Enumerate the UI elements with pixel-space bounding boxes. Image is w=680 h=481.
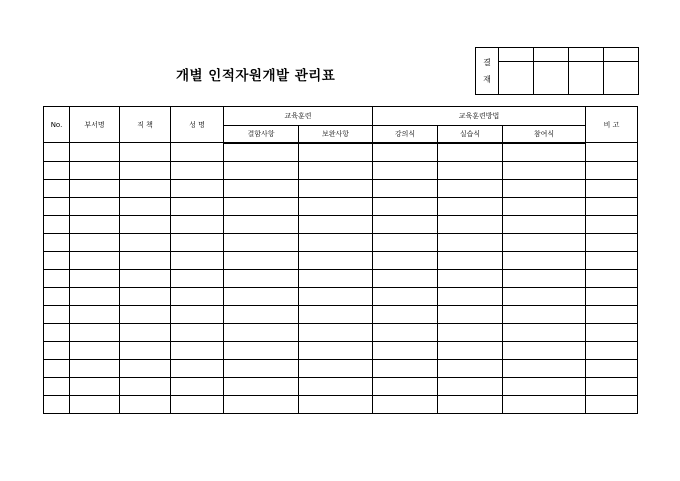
cell-name[interactable] [171,323,224,341]
table-row [44,377,638,395]
cell-deficiency[interactable] [224,197,299,215]
cell-practice[interactable] [438,269,503,287]
cell-lecture[interactable] [373,359,438,377]
cell-lecture[interactable] [373,161,438,179]
cell-no[interactable] [44,323,70,341]
table-row [44,341,638,359]
cell-participation[interactable] [503,305,586,323]
table-row [44,305,638,323]
cell-name[interactable] [171,251,224,269]
cell-no[interactable] [44,305,70,323]
document-title: 개별 인적자원개발 관리표 [176,68,336,84]
header-no: No. [44,107,70,143]
approval-title-cell [499,48,534,62]
table-row [44,179,638,197]
header-deficiency: 결함사항 [224,126,299,143]
cell-department[interactable] [70,197,120,215]
cell-supplement[interactable] [299,215,373,233]
cell-remarks[interactable] [586,341,638,359]
cell-supplement[interactable] [299,269,373,287]
cell-supplement[interactable] [299,251,373,269]
cell-department[interactable] [70,287,120,305]
cell-position[interactable] [120,161,171,179]
cell-practice[interactable] [438,377,503,395]
cell-position[interactable] [120,143,171,162]
cell-practice[interactable] [438,341,503,359]
cell-practice[interactable] [438,251,503,269]
cell-name[interactable] [171,395,224,413]
cell-supplement[interactable] [299,341,373,359]
cell-supplement[interactable] [299,377,373,395]
cell-practice[interactable] [438,197,503,215]
cell-deficiency[interactable] [224,161,299,179]
cell-name[interactable] [171,233,224,251]
cell-lecture[interactable] [373,215,438,233]
cell-name[interactable] [171,197,224,215]
cell-remarks[interactable] [586,377,638,395]
cell-no[interactable] [44,161,70,179]
cell-remarks[interactable] [586,143,638,162]
cell-department[interactable] [70,179,120,197]
cell-participation[interactable] [503,179,586,197]
cell-supplement[interactable] [299,305,373,323]
cell-deficiency[interactable] [224,233,299,251]
header-supplement: 보완사항 [299,126,373,143]
cell-department[interactable] [70,143,120,162]
cell-no[interactable] [44,359,70,377]
cell-practice[interactable] [438,215,503,233]
cell-position[interactable] [120,269,171,287]
table-row [44,251,638,269]
approval-title-cell [569,48,604,62]
cell-no[interactable] [44,179,70,197]
table-row [44,197,638,215]
cell-supplement[interactable] [299,287,373,305]
approval-sign-cell[interactable] [534,62,569,95]
header-training: 교육훈련 [224,107,373,126]
cell-participation[interactable] [503,377,586,395]
cell-position[interactable] [120,359,171,377]
cell-position[interactable] [120,323,171,341]
cell-position[interactable] [120,251,171,269]
cell-position[interactable] [120,341,171,359]
table-row [44,287,638,305]
cell-remarks[interactable] [586,179,638,197]
approval-sign-cell[interactable] [569,62,604,95]
cell-no[interactable] [44,341,70,359]
cell-department[interactable] [70,305,120,323]
table-row [44,161,638,179]
cell-participation[interactable] [503,395,586,413]
cell-practice[interactable] [438,359,503,377]
cell-no[interactable] [44,251,70,269]
cell-no[interactable] [44,377,70,395]
cell-remarks[interactable] [586,287,638,305]
cell-participation[interactable] [503,323,586,341]
approval-title-cell [534,48,569,62]
cell-department[interactable] [70,269,120,287]
cell-no[interactable] [44,197,70,215]
header-participation: 참여식 [503,126,586,143]
table-row [44,215,638,233]
cell-deficiency[interactable] [224,215,299,233]
cell-remarks[interactable] [586,197,638,215]
cell-participation[interactable] [503,143,586,162]
cell-practice[interactable] [438,233,503,251]
cell-no[interactable] [44,143,70,162]
cell-participation[interactable] [503,341,586,359]
cell-lecture[interactable] [373,179,438,197]
cell-name[interactable] [171,215,224,233]
cell-name[interactable] [171,143,224,162]
cell-supplement[interactable] [299,233,373,251]
table-body [44,143,638,414]
cell-remarks[interactable] [586,161,638,179]
cell-department[interactable] [70,233,120,251]
table-row [44,269,638,287]
cell-position[interactable] [120,197,171,215]
table-row [44,395,638,413]
cell-remarks[interactable] [586,215,638,233]
cell-lecture[interactable] [373,377,438,395]
cell-department[interactable] [70,215,120,233]
cell-deficiency[interactable] [224,359,299,377]
cell-remarks[interactable] [586,359,638,377]
cell-supplement[interactable] [299,161,373,179]
header-training-method: 교육훈련방법 [373,107,586,126]
cell-deficiency[interactable] [224,179,299,197]
cell-supplement[interactable] [299,143,373,162]
cell-deficiency[interactable] [224,143,299,162]
approval-sign-cell[interactable] [604,62,639,95]
cell-no[interactable] [44,395,70,413]
cell-department[interactable] [70,395,120,413]
cell-lecture[interactable] [373,287,438,305]
cell-no[interactable] [44,269,70,287]
cell-no[interactable] [44,215,70,233]
cell-lecture[interactable] [373,233,438,251]
cell-deficiency[interactable] [224,305,299,323]
cell-practice[interactable] [438,143,503,162]
cell-name[interactable] [171,359,224,377]
cell-supplement[interactable] [299,359,373,377]
cell-name[interactable] [171,287,224,305]
header-name: 성 명 [171,107,224,143]
cell-name[interactable] [171,179,224,197]
approval-box [475,47,639,95]
table-row [44,233,638,251]
cell-practice[interactable] [438,179,503,197]
header-lecture: 강의식 [373,126,438,143]
cell-lecture[interactable] [373,341,438,359]
cell-deficiency[interactable] [224,377,299,395]
cell-name[interactable] [171,269,224,287]
cell-supplement[interactable] [299,323,373,341]
cell-deficiency[interactable] [224,287,299,305]
cell-position[interactable] [120,377,171,395]
cell-participation[interactable] [503,269,586,287]
cell-remarks[interactable] [586,323,638,341]
header-department: 부서명 [70,107,120,143]
cell-remarks[interactable] [586,305,638,323]
cell-department[interactable] [70,377,120,395]
cell-practice[interactable] [438,161,503,179]
cell-deficiency[interactable] [224,269,299,287]
cell-participation[interactable] [503,251,586,269]
cell-deficiency[interactable] [224,323,299,341]
header-position: 직 책 [120,107,171,143]
cell-remarks[interactable] [586,251,638,269]
approval-label-top: 결 [483,58,491,67]
cell-participation[interactable] [503,215,586,233]
hrd-management-table [43,106,638,414]
cell-practice[interactable] [438,305,503,323]
cell-participation[interactable] [503,233,586,251]
cell-practice[interactable] [438,323,503,341]
cell-position[interactable] [120,395,171,413]
cell-supplement[interactable] [299,395,373,413]
header-practice: 실습식 [438,126,503,143]
cell-lecture[interactable] [373,269,438,287]
cell-position[interactable] [120,179,171,197]
table-row [44,143,638,162]
cell-supplement[interactable] [299,197,373,215]
cell-position[interactable] [120,215,171,233]
cell-lecture[interactable] [373,143,438,162]
cell-name[interactable] [171,341,224,359]
table-row [44,359,638,377]
cell-lecture[interactable] [373,197,438,215]
approval-title-cell [604,48,639,62]
approval-label-bottom: 재 [483,75,491,84]
approval-label [476,48,499,95]
cell-name[interactable] [171,305,224,323]
cell-department[interactable] [70,161,120,179]
cell-practice[interactable] [438,395,503,413]
cell-position[interactable] [120,287,171,305]
cell-position[interactable] [120,305,171,323]
cell-participation[interactable] [503,197,586,215]
cell-department[interactable] [70,251,120,269]
cell-position[interactable] [120,233,171,251]
cell-name[interactable] [171,377,224,395]
cell-lecture[interactable] [373,395,438,413]
cell-department[interactable] [70,359,120,377]
header-remarks: 비 고 [586,107,638,143]
cell-participation[interactable] [503,287,586,305]
cell-no[interactable] [44,233,70,251]
cell-supplement[interactable] [299,179,373,197]
cell-lecture[interactable] [373,305,438,323]
cell-name[interactable] [171,161,224,179]
cell-remarks[interactable] [586,233,638,251]
cell-participation[interactable] [503,161,586,179]
cell-deficiency[interactable] [224,395,299,413]
cell-department[interactable] [70,323,120,341]
approval-sign-cell[interactable] [499,62,534,95]
cell-lecture[interactable] [373,323,438,341]
cell-no[interactable] [44,287,70,305]
cell-deficiency[interactable] [224,341,299,359]
cell-participation[interactable] [503,359,586,377]
cell-practice[interactable] [438,287,503,305]
cell-lecture[interactable] [373,251,438,269]
table-row [44,323,638,341]
cell-remarks[interactable] [586,269,638,287]
cell-remarks[interactable] [586,395,638,413]
cell-deficiency[interactable] [224,251,299,269]
cell-department[interactable] [70,341,120,359]
